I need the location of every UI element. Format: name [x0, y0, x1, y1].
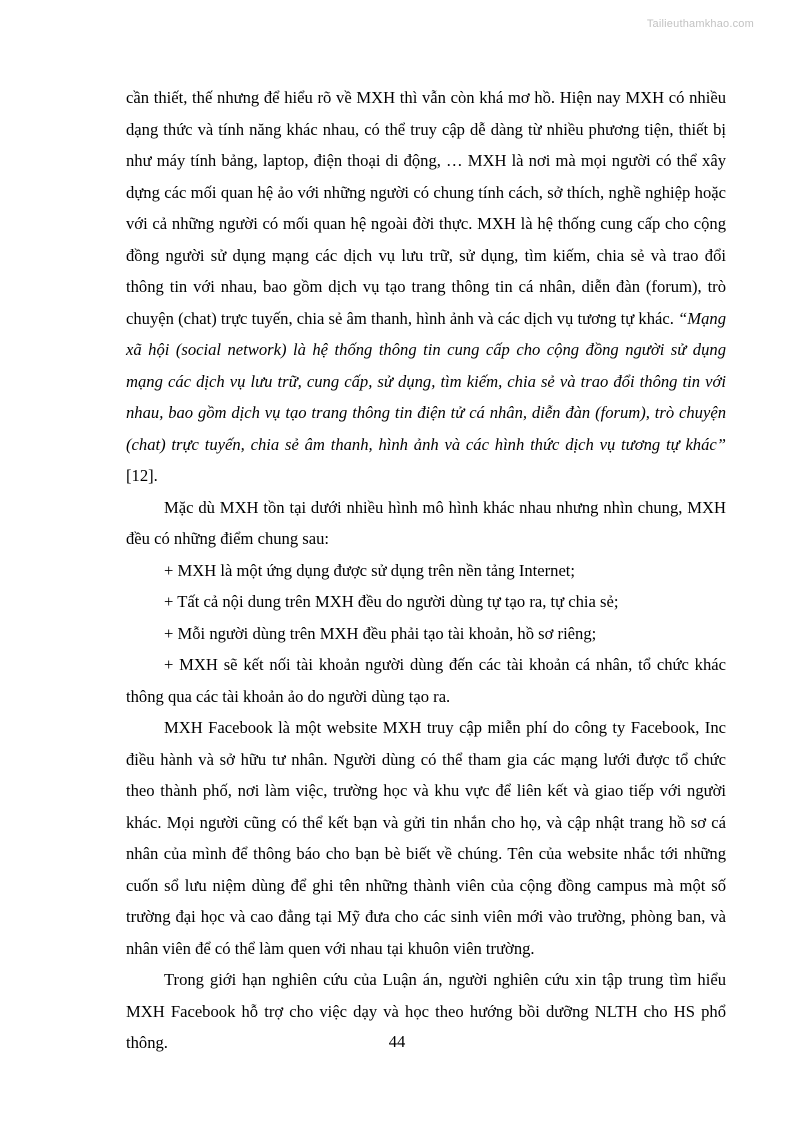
list-item-2: + Tất cả nội dung trên MXH đều do người dùng tự tạo ra, tự chia sẻ;: [164, 592, 619, 611]
paragraph-1-reference: [12].: [126, 466, 158, 485]
paragraph-1-text: cần thiết, thế nhưng để hiểu rõ về MXH thì vẫn còn khá mơ hồ. Hiện nay MXH có nhiều dạng thức và tính năng khác nhau, có thể truy cập dễ dàng từ nhiều phương tiện, thiết bị như máy tính bảng, laptop, điện thoại di động, … MXH là nơi mà mọi người có thể xây dựng các mối quan hệ ảo với những người có chung tính cách, sở thích, nghề nghiệp hoặc với cả những người có mối quan hệ ngoài đời thực. MXH là hệ thống cung cấp cho cộng đồng người sử dụng mạng các dịch vụ lưu trữ, sử dụng, tìm kiếm, chia sẻ và trao đổi thông tin với nhau, bao gồm dịch vụ tạo trang thông tin cá nhân, diễn đàn (forum), trò chuyện (chat) trực tuyến, chia sẻ âm thanh, hình ảnh và các dịch vụ tương tự khác.: [126, 88, 726, 328]
page-number: 44: [388, 1032, 406, 1051]
list-item-4: + MXH sẽ kết nối tài khoản người dùng đến các tài khoản cá nhân, tổ chức khác thông qua các tài khoản ảo do người dùng tạo ra.: [126, 655, 726, 706]
paragraph-2: Mặc dù MXH tồn tại dưới nhiều hình mô hình khác nhau nhưng nhìn chung, MXH đều có những điểm chung sau:: [126, 497, 726, 548]
page-body: [126, 82, 726, 1059]
list-item-3: + Mỗi người dùng trên MXH đều phải tạo tài khoản, hồ sơ riêng;: [164, 623, 597, 643]
paragraph-4: Trong giới hạn nghiên cứu của Luận án, người nghiên cứu xin tập trung tìm hiểu MXH Facebook hỗ trợ cho việc dạy và học theo hướng bồi dưỡng NLTH cho HS phổ thông.: [126, 970, 726, 1052]
watermark-text: Tailieuthamkhao.com: [646, 18, 754, 30]
list-item-1: + MXH là một ứng dụng được sử dụng trên nền tảng Internet;: [164, 560, 576, 580]
paragraph-3: MXH Facebook là một website MXH truy cập miễn phí do công ty Facebook, Inc điều hành và sở hữu tư nhân. Người dùng có thể tham gia các mạng lưới được tổ chức theo thành phố, nơi làm việc, trường học và khu vực để liên kết và giao tiếp với người khác. Mọi người cũng có thể kết bạn và gửi tin nhắn cho họ, và cập nhật trang hồ sơ cá nhân của mình để thông báo cho bạn bè biết về chúng. Tên của website nhắc tới những cuốn sổ lưu niệm dùng để ghi tên những thành viên của cộng đồng campus mà một số trường đại học và cao đẳng tại Mỹ đưa cho các sinh viên mới vào trường, phòng ban, và nhân viên để có thể làm quen với nhau tại khuôn viên trường.: [126, 718, 726, 958]
paragraph-1: [126, 82, 726, 492]
paragraph-1-quote: “Mạng xã hội (social network) là hệ thống thông tin cung cấp cho cộng đồng người sử dụng mạng các dịch vụ lưu trữ, cung cấp, sử dụng, tìm kiếm, chia sẻ và trao đổi thông tin với nhau, bao gồm dịch vụ tạo trang thông tin điện tử cá nhân, diễn đàn (forum), trò chuyện (chat) trực tuyến, chia sẻ âm thanh, hình ảnh và các hình thức dịch vụ tương tự khác”: [126, 308, 726, 454]
